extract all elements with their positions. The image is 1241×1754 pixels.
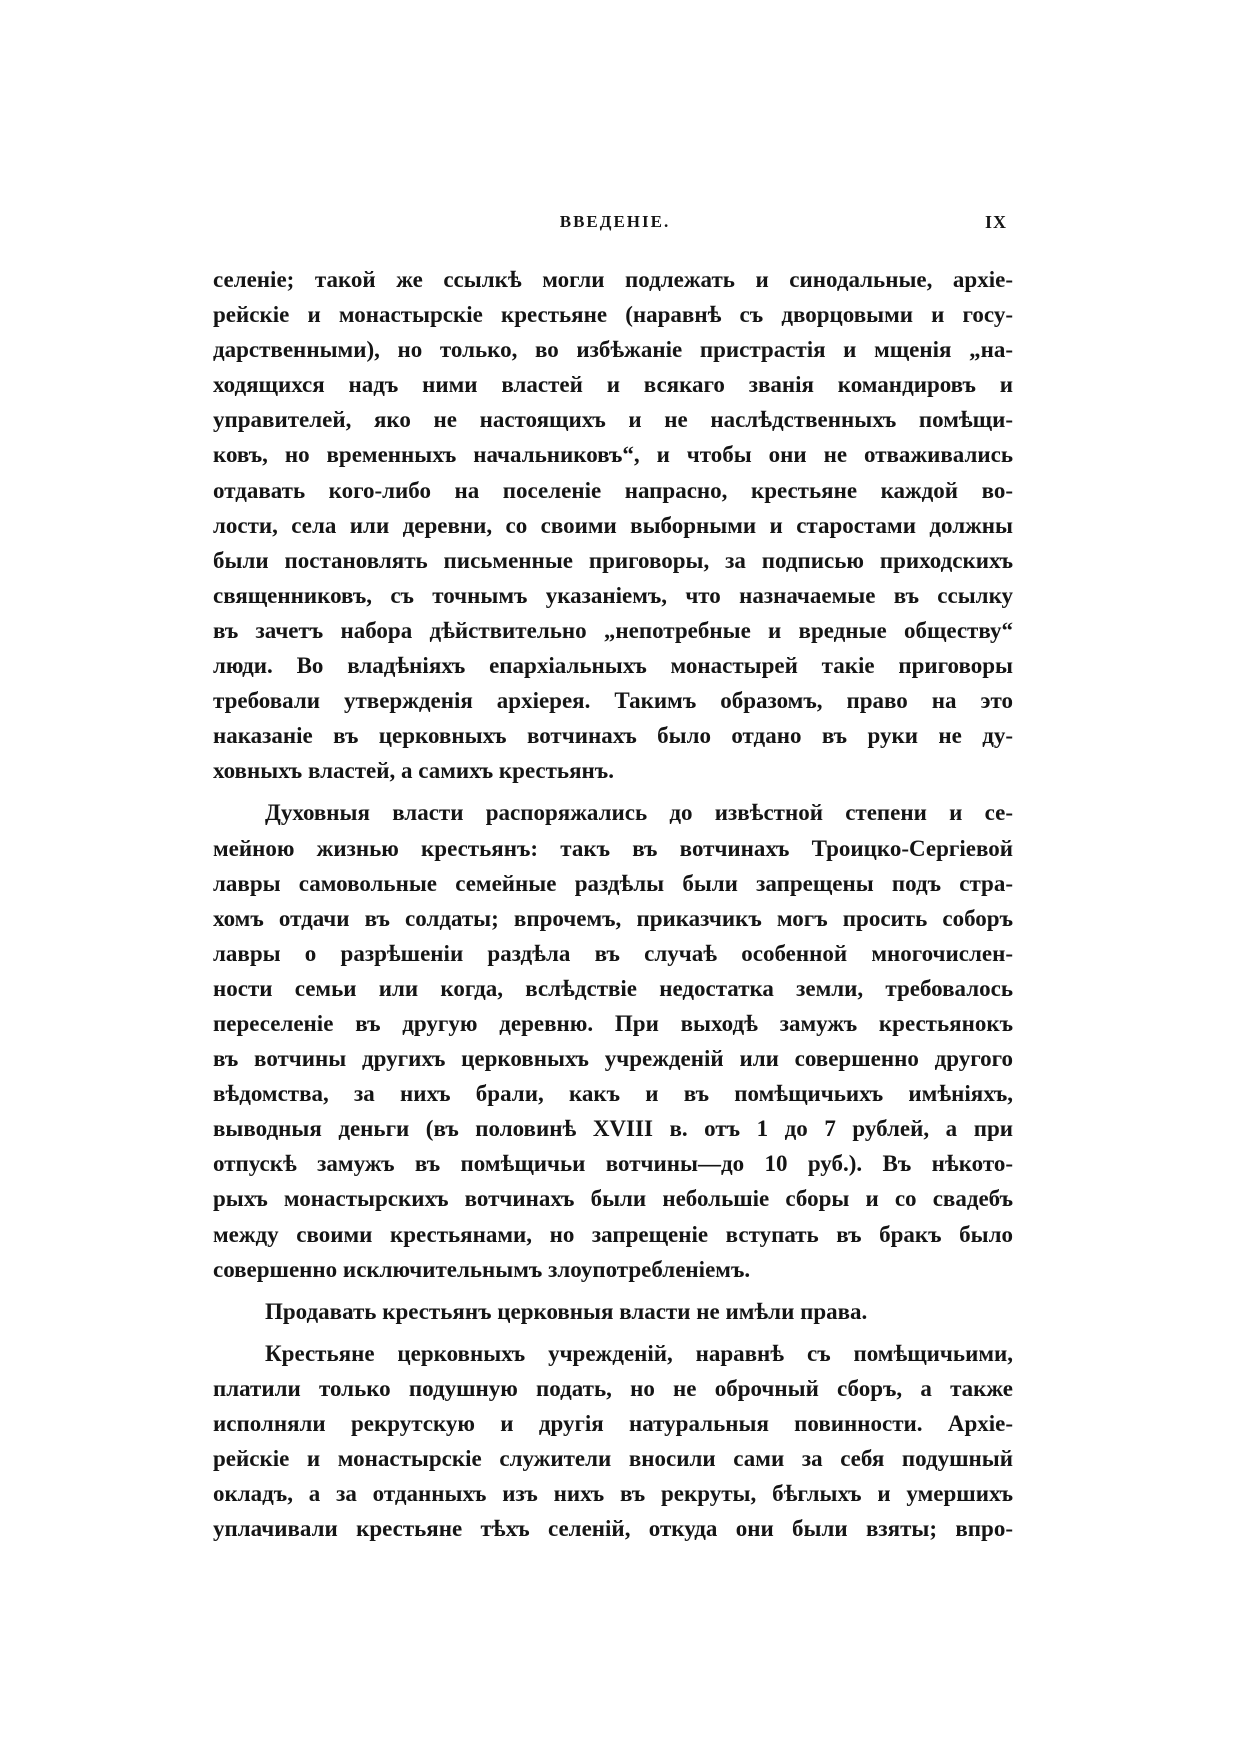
running-title: ВВЕДЕНІЕ.: [559, 212, 671, 231]
text-line: ходящихся надъ ними властей и всякаго званія командировъ и: [213, 372, 1013, 398]
paragraph-2: [213, 795, 1013, 1286]
text-line: были постановлять письменные приговоры, за подписью приходскихъ: [213, 547, 1013, 573]
text-line: окладъ, а за отданныхъ изъ нихъ въ рекруты, бѣглыхъ и умершихъ: [213, 1481, 1013, 1507]
text-line: отпускѣ замужъ въ помѣщичьи вотчины—до 10 руб.). Въ нѣкото-: [213, 1151, 1013, 1177]
text-line: платили только подушную подать, но не оброчный сборъ, а также: [213, 1375, 1013, 1401]
text-line: рейскіе и монастырскіе крестьяне (наравнѣ съ дворцовыми и госу-: [213, 302, 1013, 328]
text-line: отдавать кого-либо на поселеніе напрасно, крестьяне каждой во-: [213, 477, 1013, 503]
text-line: выводныя деньги (въ половинѣ XVIII в. отъ 1 до 7 рублей, а при: [213, 1116, 1013, 1142]
text-line: переселеніе въ другую деревню. При выходѣ замужъ крестьянокъ: [213, 1010, 1013, 1036]
text-line: совершенно исключительнымъ злоупотребленіемъ.: [213, 1256, 751, 1282]
text-line: управителей, яко не настоящихъ и не наслѣдственныхъ помѣщи-: [213, 407, 1013, 433]
text-line: уплачивали крестьяне тѣхъ селеній, откуда они были взяты; впро-: [213, 1516, 1013, 1542]
text-line: рейскіе и монастырскіе служители вносили сами за себя подушный: [213, 1446, 1013, 1472]
text-line: исполняли рекрутскую и другія натуральныя повинности. Архіе-: [213, 1411, 1013, 1436]
text-line: люди. Во владѣніяхъ епархіальныхъ монастырей такіе приговоры: [213, 653, 1013, 679]
text-line: ховныхъ властей, а самихъ крестьянъ.: [213, 758, 614, 784]
running-head: [215, 212, 1015, 242]
body-text: [213, 262, 1013, 1546]
page-number: IX: [984, 212, 1007, 232]
text-line: Духовныя власти распоряжались до извѣстной степени и се-: [265, 800, 1013, 826]
text-line: ковъ, но временныхъ начальниковъ“, и чтобы они не отваживались: [213, 442, 1013, 468]
text-line: лавры самовольные семейные раздѣлы были запрещены подъ стра-: [213, 870, 1013, 896]
text-line: лавры о разрѣшеніи раздѣла въ случаѣ особенной многочислен-: [213, 940, 1013, 966]
text-line: между своими крестьянами, но запрещеніе вступать въ бракъ было: [213, 1221, 1013, 1247]
text-line: въ вотчины другихъ церковныхъ учрежденій или совершенно другого: [213, 1046, 1013, 1072]
paragraph-1: [213, 262, 1013, 788]
text-line: Продавать крестьянъ церковныя власти не имѣли права.: [265, 1298, 868, 1324]
text-line: въ зачетъ набора дѣйствительно „непотребные и вредные обществу“: [213, 617, 1013, 643]
text-line: лости, села или деревни, со своими выборными и старостами должны: [213, 512, 1013, 538]
paragraph-3: [213, 1294, 1013, 1329]
text-line: священниковъ, съ точнымъ указаніемъ, что назначаемые въ ссылку: [213, 582, 1013, 608]
text-line: дарственными), но только, во избѣжаніе пристрастія и мщенія „на-: [213, 337, 1013, 363]
text-line: селеніе; такой же ссылкѣ могли подлежать и синодальные, архіе-: [213, 267, 1013, 292]
text-line: хомъ отдачи въ солдаты; впрочемъ, приказчикъ могъ просить соборъ: [213, 905, 1013, 931]
text-line: наказаніе въ церковныхъ вотчинахъ было отдано въ руки не ду-: [213, 723, 1013, 749]
text-line: мейною жизнью крестьянъ: такъ въ вотчинахъ Троицко-Сергіевой: [213, 835, 1013, 861]
text-line: Крестьяне церковныхъ учрежденій, наравнѣ съ помѣщичьими,: [265, 1340, 1013, 1366]
text-line: требовали утвержденія архіерея. Такимъ образомъ, право на это: [213, 688, 1013, 714]
text-line: ности семьи или когда, вслѣдствіе недостатка земли, требовалось: [213, 975, 1013, 1001]
text-line: вѣдомства, за нихъ брали, какъ и въ помѣщичьихъ имѣніяхъ,: [213, 1081, 1013, 1107]
text-line: рыхъ монастырскихъ вотчинахъ были небольшіе сборы и со свадебъ: [213, 1186, 1013, 1212]
paragraph-4: [213, 1336, 1013, 1547]
